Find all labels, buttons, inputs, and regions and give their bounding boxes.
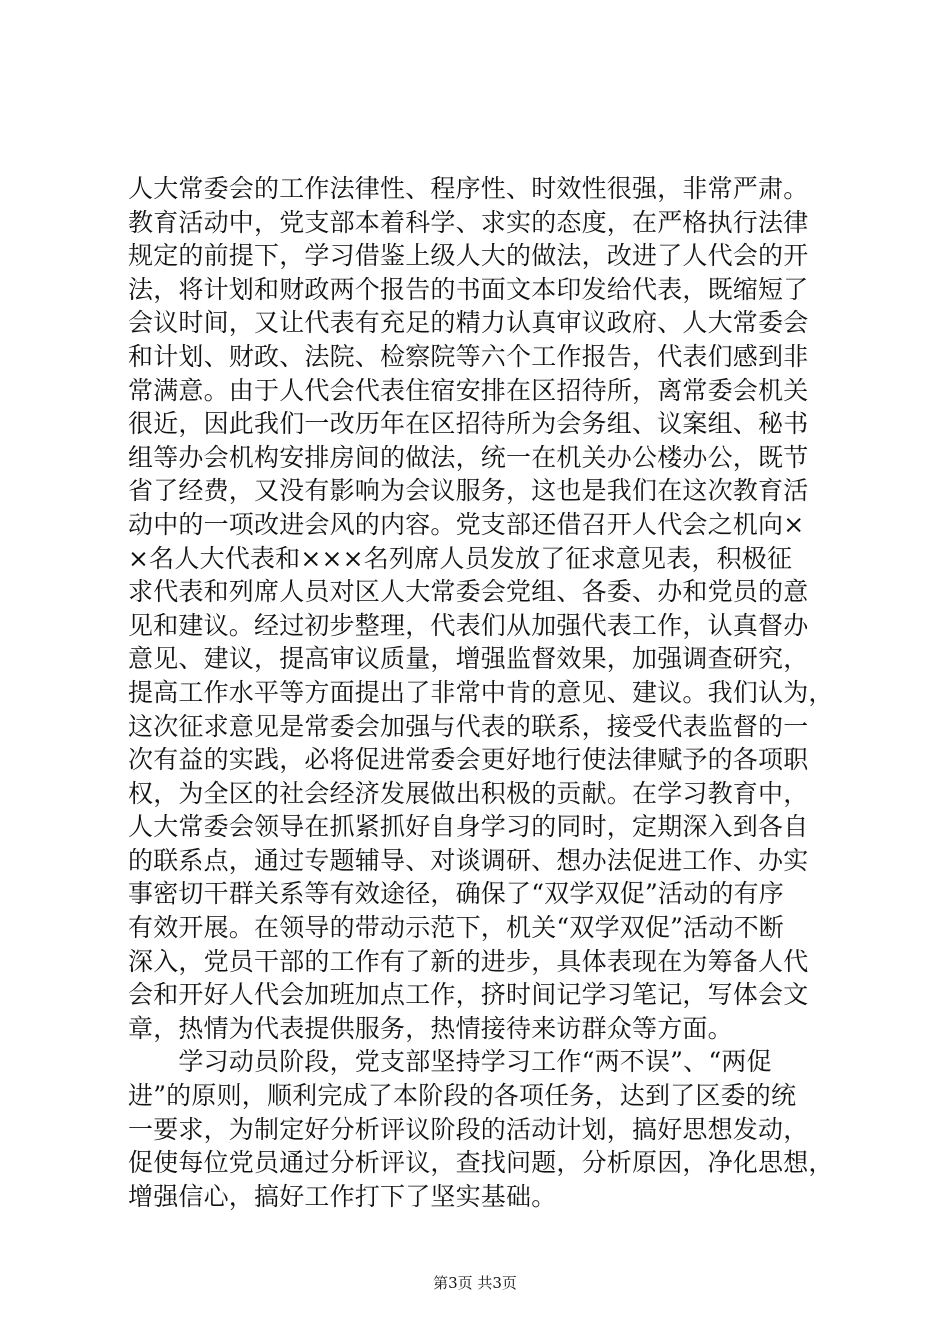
text-line: 章，热情为代表提供服务，热情接待来访群众等方面。: [128, 1013, 733, 1043]
paragraph-first-line: 学习动员阶段，党支部坚持学习工作“两不误”、“两促: [128, 1047, 772, 1077]
text-line: 有效开展。在领导的带动示范下，机关“双学双促”活动不断: [128, 913, 784, 943]
text-line: 会和开好人代会加班加点工作，挤时间记学习笔记，写体会文: [128, 980, 809, 1010]
text-line: 这次征求意见是常委会加强与代表的联系，接受代表监督的一: [128, 711, 809, 741]
text-line: 常满意。由于人代会代表住宿安排在区招待所，离常委会机关: [128, 375, 809, 405]
text-line: 次有益的实践，必将促进常委会更好地行使法律赋予的各项职: [128, 745, 809, 775]
text-line: 深入，党员干部的工作有了新的进步，具体表现在为筹备人代: [128, 946, 809, 976]
text-line: 一要求，为制定好分析评议阶段的活动计划，搞好思想发动，: [128, 1114, 809, 1144]
text-line: 进”的原则，顺利完成了本阶段的各项任务，达到了区委的统: [128, 1081, 797, 1111]
text-line: 人大常委会的工作法律性、程序性、时效性很强，非常严肃。: [128, 174, 809, 203]
text-line: 见和建议。经过初步整理，代表们从加强代表工作，认真督办: [128, 610, 809, 640]
text-line: 会议时间，又让代表有充足的精力认真审议政府、人大常委会: [128, 308, 809, 338]
text-line: ×名人大代表和×××名列席人员发放了征求意见表，积极征: [128, 543, 793, 573]
text-line: 提高工作水平等方面提出了非常中肯的意见、建议。我们认为，: [128, 677, 834, 707]
text-line: 动中的一项改进会风的内容。党支部还借召开人代会之机向×: [128, 509, 805, 539]
text-line: 人大常委会领导在抓紧抓好自身学习的同时，定期深入到各自: [128, 812, 809, 842]
text-line: 组等办会机构安排房间的做法，统一在机关办公楼办公，既节: [128, 442, 809, 472]
text-line: 和计划、财政、法院、检察院等六个工作报告，代表们感到非: [128, 341, 809, 371]
text-line: 促使每位党员通过分析评议，查找问题，分析原因，净化思想，: [128, 1148, 834, 1178]
text-line: 规定的前提下，学习借鉴上级人大的做法，改进了人代会的开: [128, 241, 809, 271]
text-line: 省了经费，又没有影响为会议服务，这也是我们在这次教育活: [128, 476, 809, 506]
text-line: 很近，因此我们一改历年在区招待所为会务组、议案组、秘书: [128, 409, 809, 439]
text-line: 事密切干群关系等有效途径，确保了“双学双促”活动的有序: [128, 879, 784, 909]
page-footer: [0, 1273, 950, 1293]
text-line: 求代表和列席人员对区人大常委会党组、各委、办和党员的意: [128, 577, 809, 607]
body-text: [128, 172, 834, 1213]
text-line: 权，为全区的社会经济发展做出积极的贡献。在学习教育中，: [128, 778, 809, 808]
text-line: 法，将计划和财政两个报告的书面文本印发给代表，既缩短了: [128, 274, 809, 304]
text-line: 增强信心，搞好工作打下了坚实基础。: [128, 1181, 557, 1211]
text-line: 教育活动中，党支部本着科学、求实的态度，在严格执行法律: [128, 207, 809, 237]
text-line: 意见、建议，提高审议质量，增强监督效果，加强调查研究，: [128, 644, 809, 674]
page-number: 第3页 共3页: [433, 1274, 517, 1292]
text-line: 的联系点，通过专题辅导、对谈调研、想办法促进工作、办实: [128, 845, 809, 875]
